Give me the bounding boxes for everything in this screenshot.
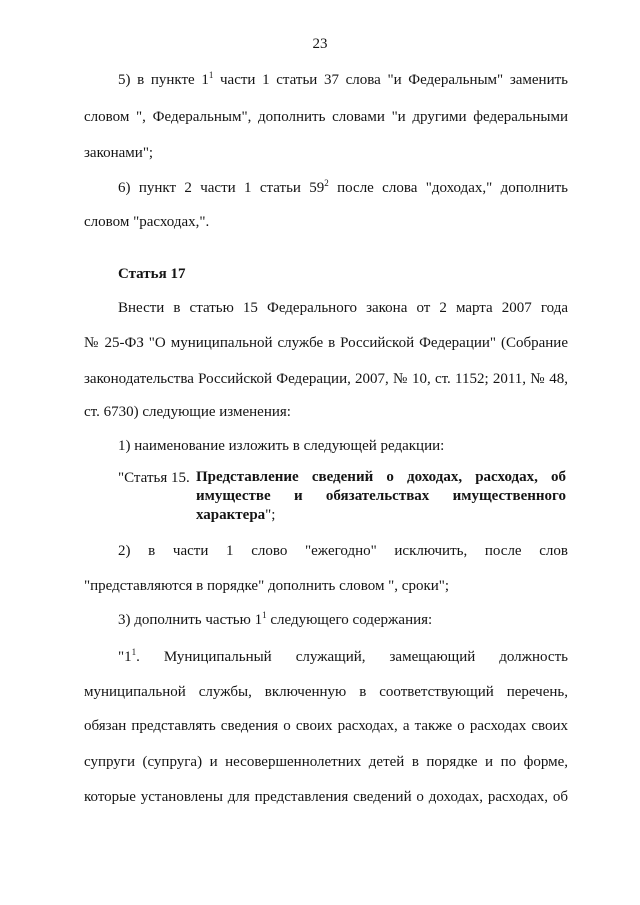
item-5-text-a: 5) в пункте 1	[118, 72, 209, 88]
item-5-line-1	[118, 70, 568, 90]
intro-line-4: ст. 6730) следующие изменения:	[84, 404, 291, 420]
new-article-title	[196, 468, 566, 525]
item-6-text-b: после слова "доходах," дополнить	[328, 180, 568, 196]
item-5-line-3: законами";	[84, 145, 154, 161]
point-3	[118, 610, 432, 630]
new-title-line-3	[196, 506, 566, 525]
new-article-prefix: "Статья 15.	[118, 470, 190, 486]
new-title-line-1: Представление сведений о доходах, расходах, об	[196, 469, 566, 485]
point-2-line-1: 2) в части 1 слово "ежегодно" исключить, после слов	[118, 543, 568, 559]
new-article-title-block	[118, 468, 568, 528]
point-3-text-a: 3) дополнить частью 1	[118, 612, 263, 628]
part-line-1-text-b: . Муниципальный служащий, замещающий должность	[136, 649, 568, 665]
item-6-text-a: 6) пункт 2 части 1 статьи 59	[118, 180, 325, 196]
part-1-1-line-5: которые установлены для представления сведений о доходах, расходах, об	[84, 789, 568, 805]
new-title-line-2: имуществе и обязательствах имущественного	[196, 488, 566, 504]
part-1-1-line-1	[118, 647, 568, 667]
part-1-1-line-4: супруги (супруга) и несовершеннолетних детей в порядке и по форме,	[84, 754, 568, 770]
item-6-line-1	[118, 178, 568, 198]
new-title-line-3-tail: ";	[265, 507, 276, 523]
page-number: 23	[312, 36, 328, 52]
item-5-line-2: словом ", Федеральным", дополнить словами "и другими федеральными	[84, 109, 568, 125]
article-17-heading: Статья 17	[118, 266, 186, 282]
intro-line-3: законодательства Российской Федерации, 2007, № 10, ст. 1152; 2011, № 48,	[84, 371, 568, 387]
part-line-1-text-a: "1	[118, 649, 132, 665]
item-6-line-2: словом "расходах,".	[84, 214, 210, 230]
item-5-text-b: части 1 статьи 37 слова "и Федеральным" заменить	[213, 72, 568, 88]
part-line-1-superscript: 1	[131, 647, 137, 657]
new-title-line-3-bold: характера	[196, 507, 266, 523]
point-2-line-2: "представляются в порядке" дополнить словом ", сроки";	[84, 578, 450, 594]
part-1-1-line-3: обязан представлять сведения о своих расходах, а также о расходах своих	[84, 718, 568, 734]
intro-line-2: № 25-ФЗ "О муниципальной службе в Российской Федерации" (Собрание	[84, 335, 568, 351]
point-3-superscript: 1	[262, 610, 267, 620]
item-5-superscript: 1	[208, 70, 214, 80]
item-6-superscript: 2	[324, 178, 329, 188]
intro-line-1: Внести в статью 15 Федерального закона от 2 марта 2007 года	[118, 300, 568, 316]
point-1: 1) наименование изложить в следующей редакции:	[118, 438, 445, 454]
part-1-1-line-2: муниципальной службы, включенную в соответствующий перечень,	[84, 684, 568, 700]
point-3-text-b: следующего содержания:	[266, 612, 433, 628]
